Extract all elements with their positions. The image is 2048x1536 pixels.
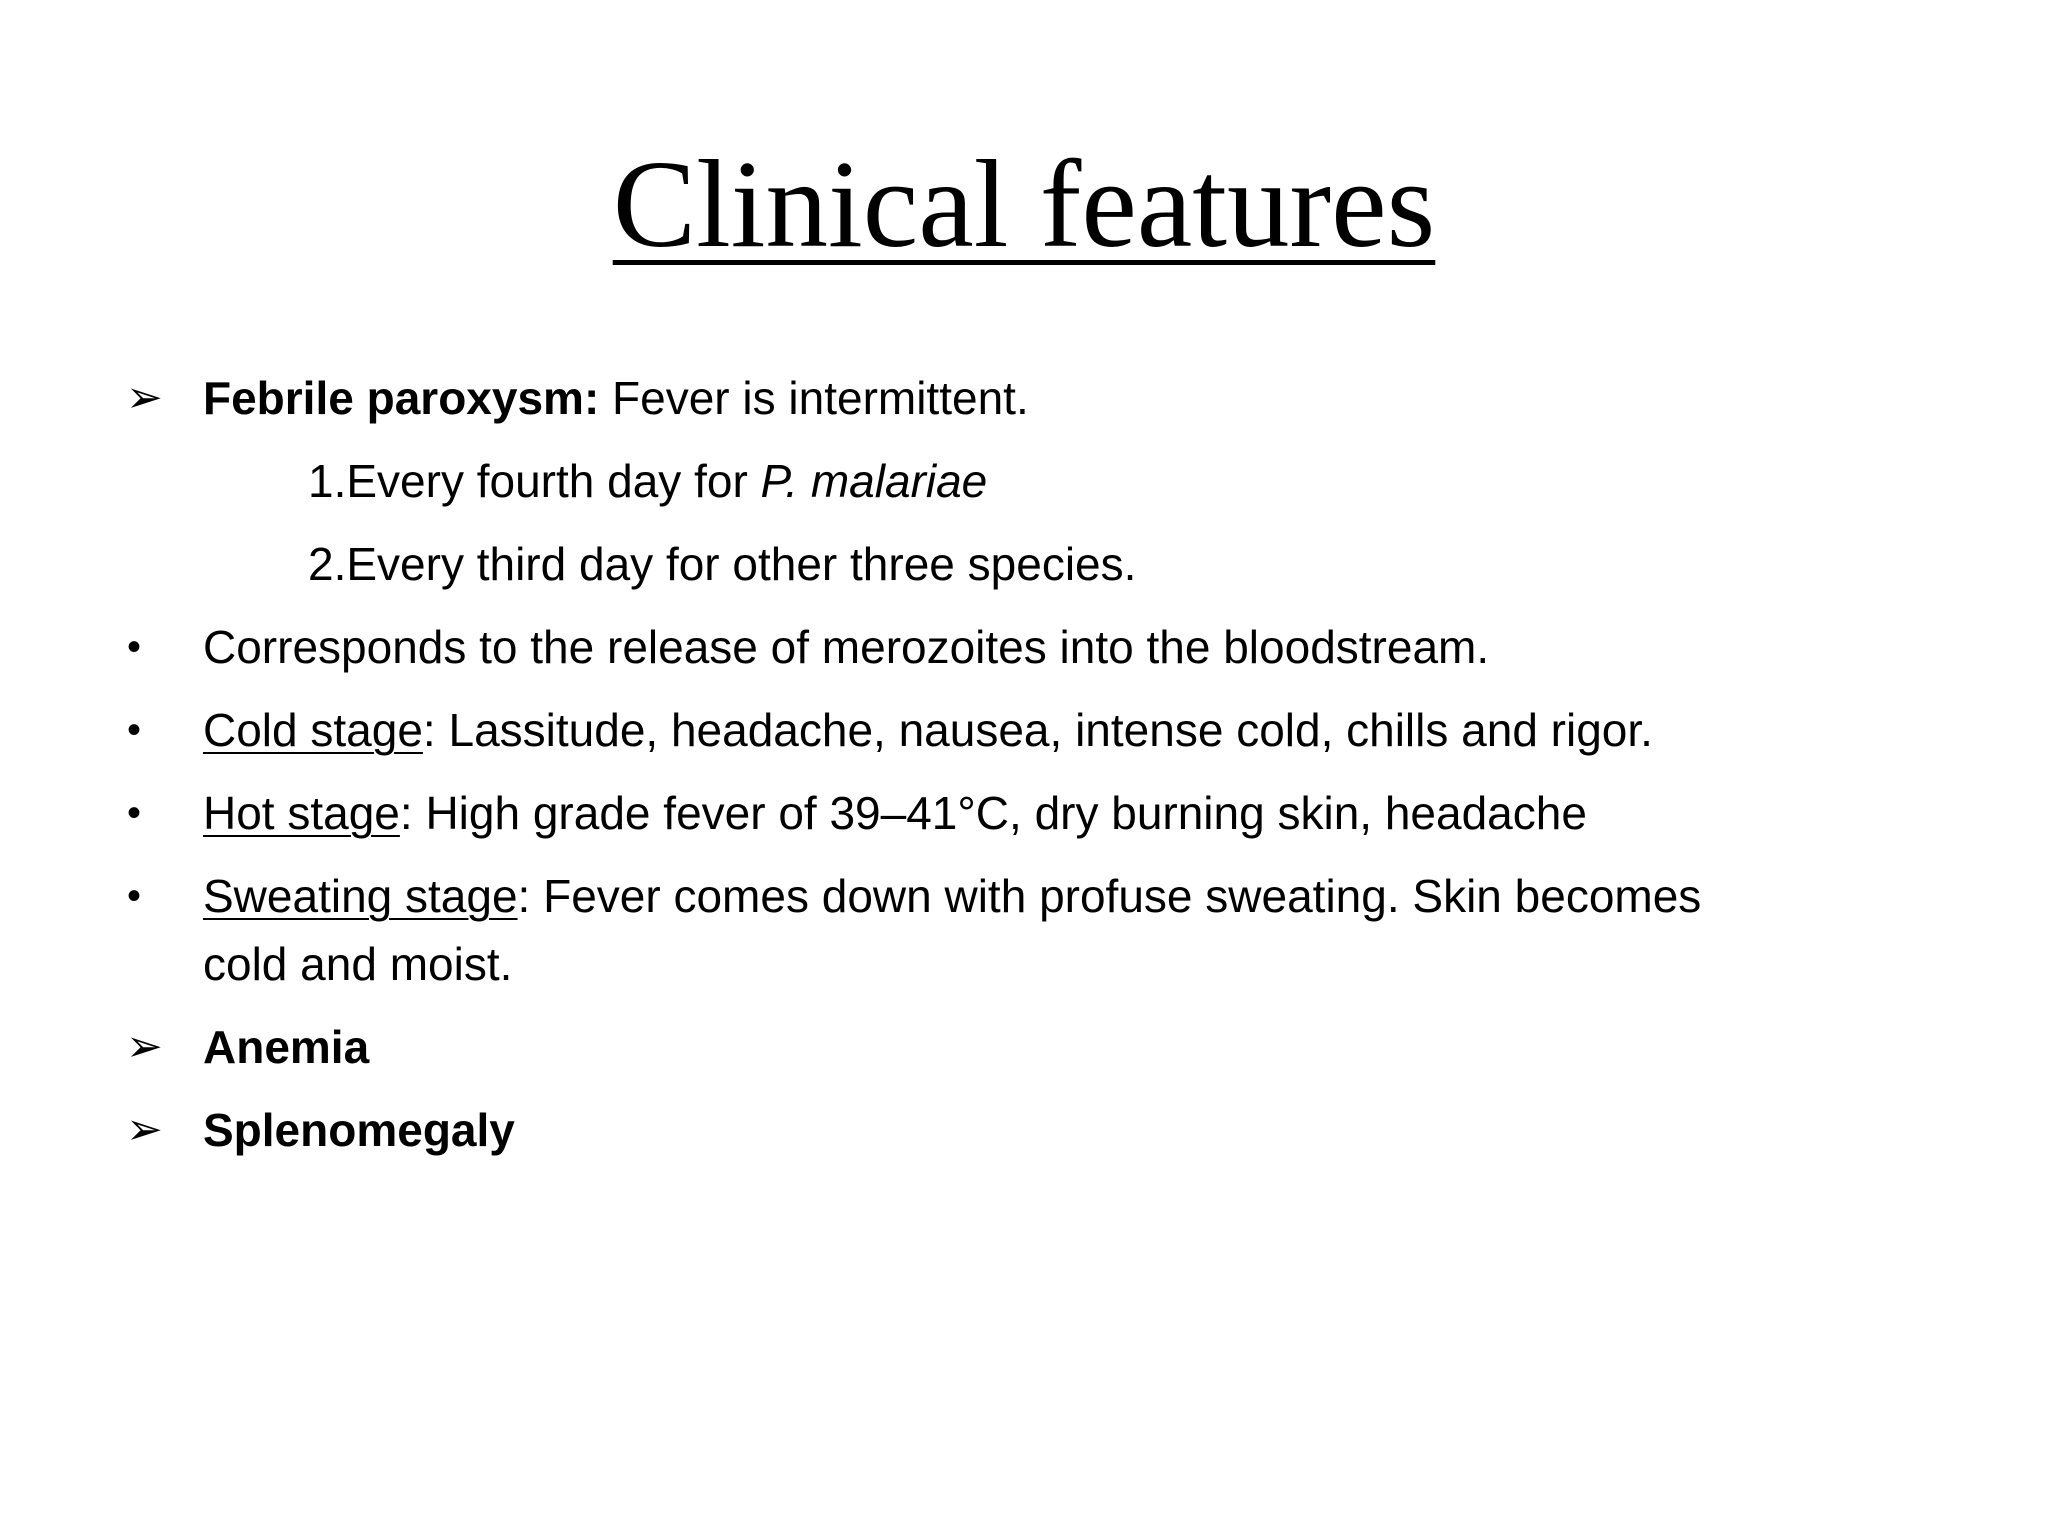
febrile-paroxysm-desc: Fever is intermittent. <box>599 372 1029 424</box>
bullet-item-sweating-stage-text <box>203 868 1701 924</box>
febrile-sub-item-1-text <box>308 453 987 509</box>
arrow-bullet-icon: ➢ <box>126 1105 163 1154</box>
arrow-bullet-icon: ➢ <box>126 1022 163 1071</box>
anemia-label: Anemia <box>203 1021 370 1073</box>
febrile-sub-item-1-prefix: 1.Every fourth day for <box>308 455 761 507</box>
sweating-stage-desc: : Fever comes down with profuse sweating. Skin becomes <box>517 870 1702 922</box>
dot-bullet-icon: • <box>127 708 142 752</box>
species-name: P. malariae <box>760 455 988 507</box>
febrile-paroxysm-text <box>203 370 1029 426</box>
slide-title-text: Clinical features <box>612 136 1436 274</box>
cold-stage-desc: : Lassitude, headache, nausea, intense cold, chills and rigor. <box>422 704 1653 756</box>
sweating-stage-label: Sweating stage <box>203 870 518 922</box>
cold-stage-label: Cold stage <box>203 704 423 756</box>
dot-bullet-icon: • <box>127 791 142 835</box>
hot-stage-label: Hot stage <box>203 787 400 839</box>
arrow-bullet-icon: ➢ <box>126 373 163 422</box>
slide-title <box>0 130 2048 280</box>
dot-bullet-icon: • <box>127 625 142 669</box>
bullet-item-cold-stage-text <box>203 702 1653 758</box>
bullet-item-merozoites-text: Corresponds to the release of merozoites into the bloodstream. <box>203 621 1490 673</box>
splenomegaly-label: Splenomegaly <box>203 1104 515 1156</box>
sweating-stage-desc-cont: cold and moist. <box>203 938 513 990</box>
bullet-item-hot-stage-text <box>203 785 1587 841</box>
hot-stage-desc: : High grade fever of 39–41°C, dry burning skin, headache <box>399 787 1587 839</box>
febrile-sub-item-2-text: 2.Every third day for other three species. <box>308 538 1137 590</box>
dot-bullet-icon: • <box>127 874 142 918</box>
febrile-paroxysm-label: Febrile paroxysm: <box>203 372 600 424</box>
